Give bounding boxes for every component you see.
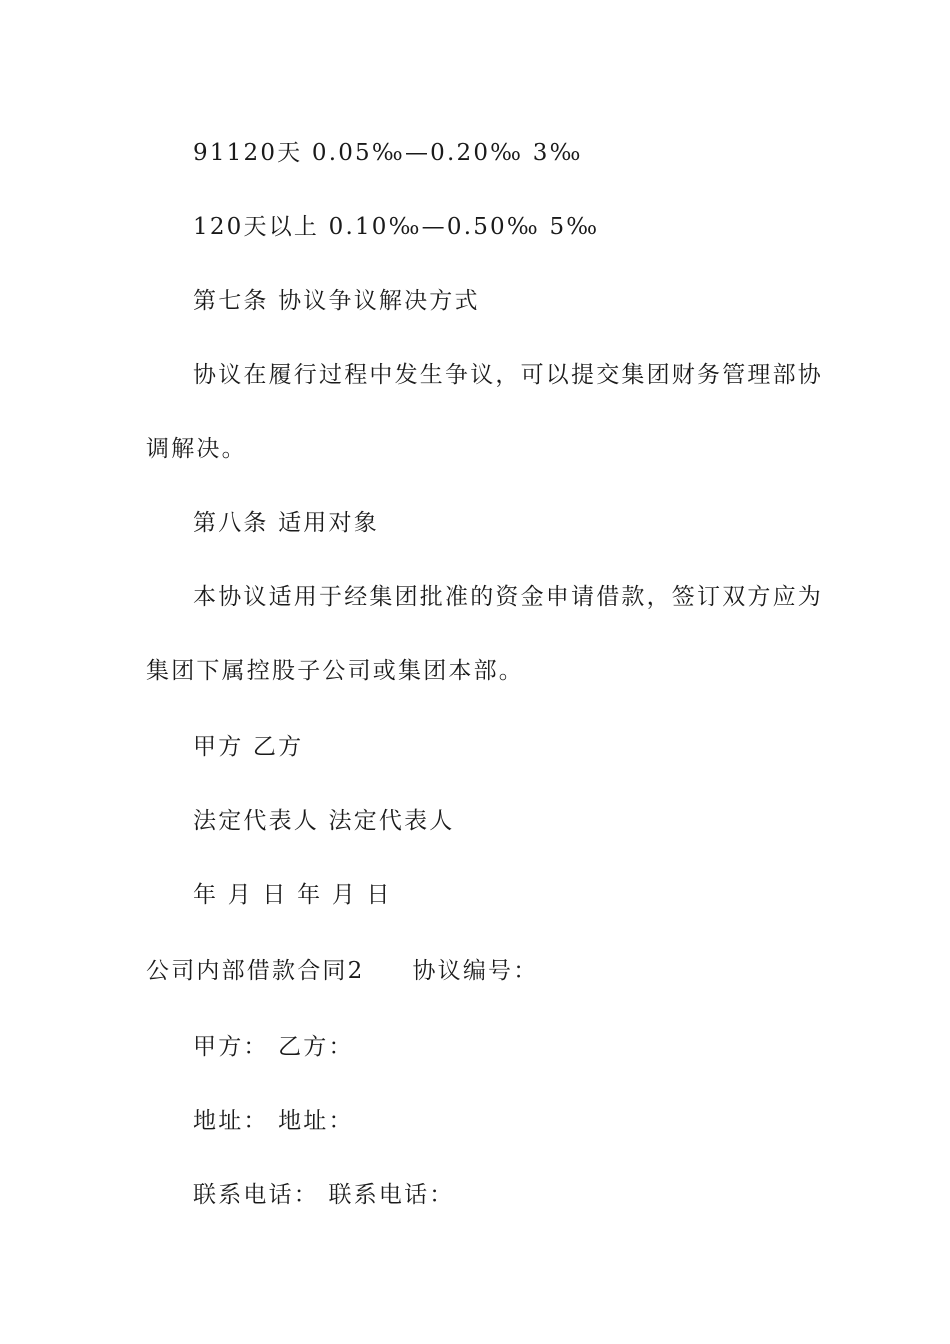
signature-legal-representatives: 法定代表人 法定代表人 (193, 808, 455, 834)
contract-2-heading-row (146, 960, 538, 983)
contract-2-heading: 公司内部借款合同2 (146, 958, 365, 984)
address-labels: 地址： 地址： (193, 1108, 354, 1134)
rate-row-over-120-days: 120天以上 0.10‰—0.50‰ 5‰ (193, 214, 600, 240)
article-7-title: 第七条 协议争议解决方式 (193, 288, 480, 314)
article-7-body-line-1: 协议在履行过程中发生争议，可以提交集团财务管理部协 (193, 362, 823, 388)
agreement-number-label: 协议编号： (412, 958, 539, 984)
signature-parties: 甲方 乙方 (193, 734, 304, 760)
signature-dates: 年 月 日 年 月 日 (193, 882, 392, 908)
article-7-body-line-2: 调解决。 (146, 436, 247, 462)
party-labels: 甲方： 乙方： (193, 1034, 354, 1060)
article-8-title: 第八条 适用对象 (193, 510, 379, 536)
rate-row-91-120-days: 91120天 0.05‰—0.20‰ 3‰ (193, 140, 583, 166)
article-8-body-line-1: 本协议适用于经集团批准的资金申请借款，签订双方应为 (193, 584, 823, 610)
phone-labels: 联系电话： 联系电话： (193, 1182, 455, 1208)
article-8-body-line-2: 集团下属控股子公司或集团本部。 (146, 658, 524, 684)
